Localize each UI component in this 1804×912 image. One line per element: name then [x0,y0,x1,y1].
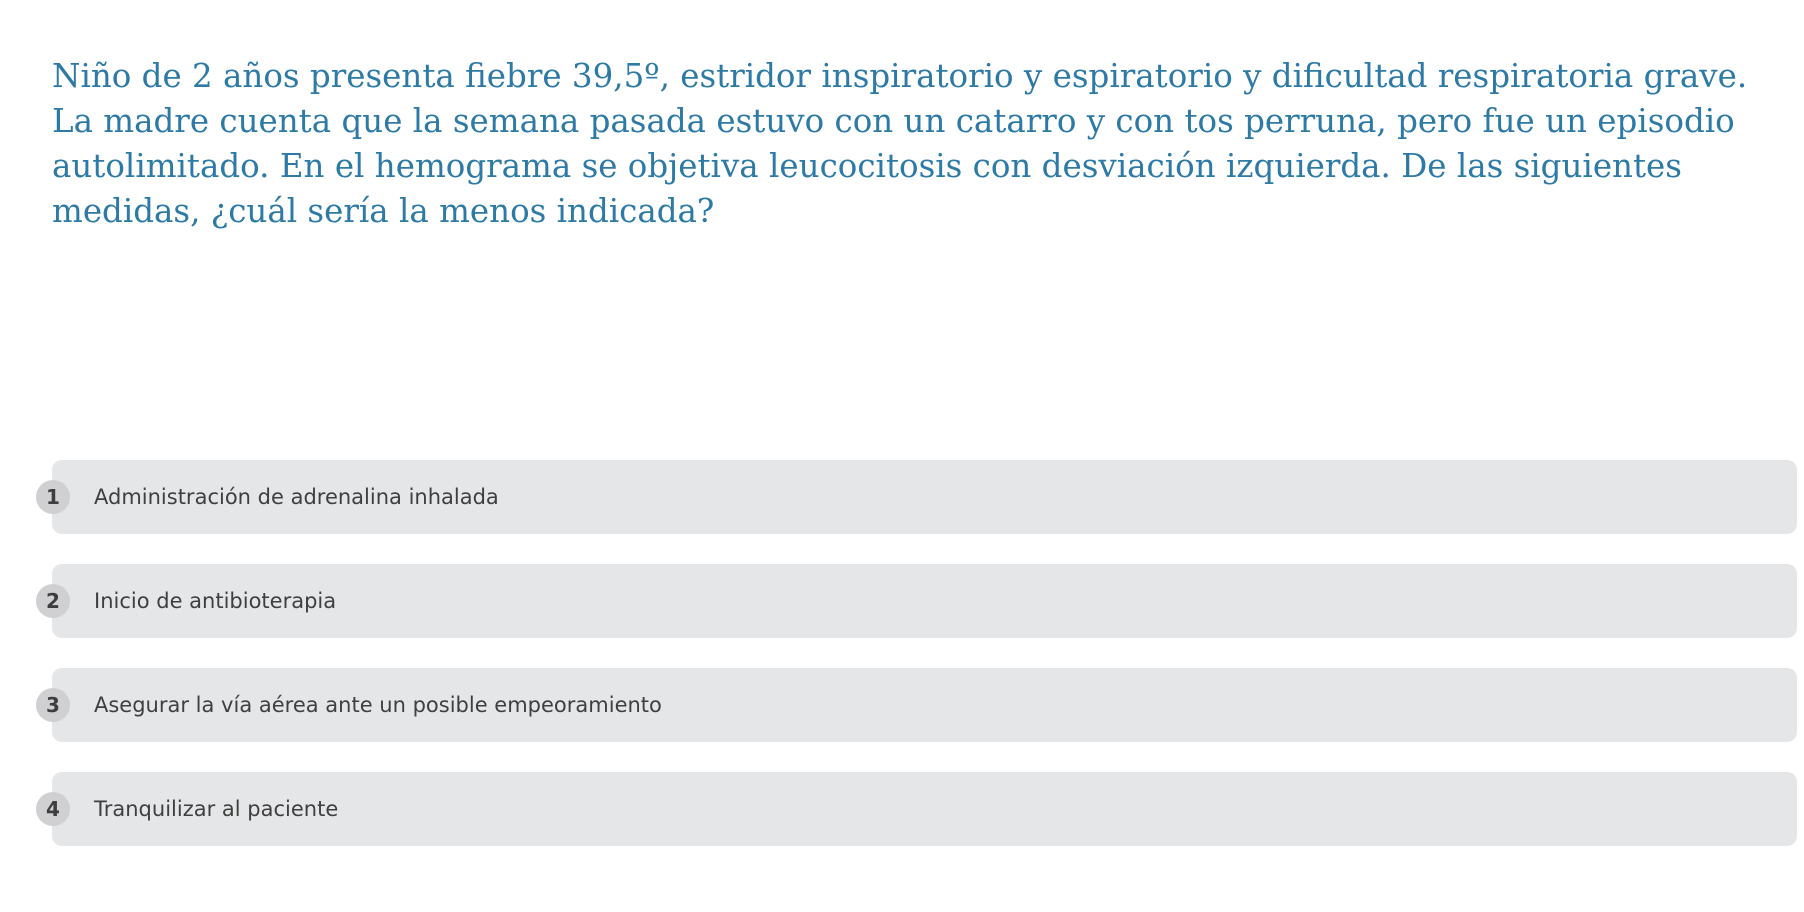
answer-option-3[interactable] [52,668,1797,742]
answer-option-label: Administración de adrenalina inhalada [94,485,499,509]
question-text: Niño de 2 años presenta fiebre 39,5º, estridor inspiratorio y espiratorio y dificultad respiratoria grave. La madre cuenta que la semana pasada estuvo con un catarro y con tos perruna, pero fue un episodio autolimitado. En el hemograma se objetiva leucocitosis con desviación izquierda. De las siguientes medidas, ¿cuál sería la menos indicada? [52,57,1748,230]
answer-option-label: Asegurar la vía aérea ante un posible empeoramiento [94,693,662,717]
answer-number-badge: 4 [36,792,70,826]
answer-option-1[interactable] [52,460,1797,534]
answer-option-2[interactable] [52,564,1797,638]
answer-option-4[interactable] [52,772,1797,846]
answer-number-badge: 2 [36,584,70,618]
answer-number-badge: 1 [36,480,70,514]
answer-option-label: Inicio de antibioterapia [94,589,337,613]
answer-number-badge: 3 [36,688,70,722]
answer-option-label: Tranquilizar al paciente [94,797,339,821]
